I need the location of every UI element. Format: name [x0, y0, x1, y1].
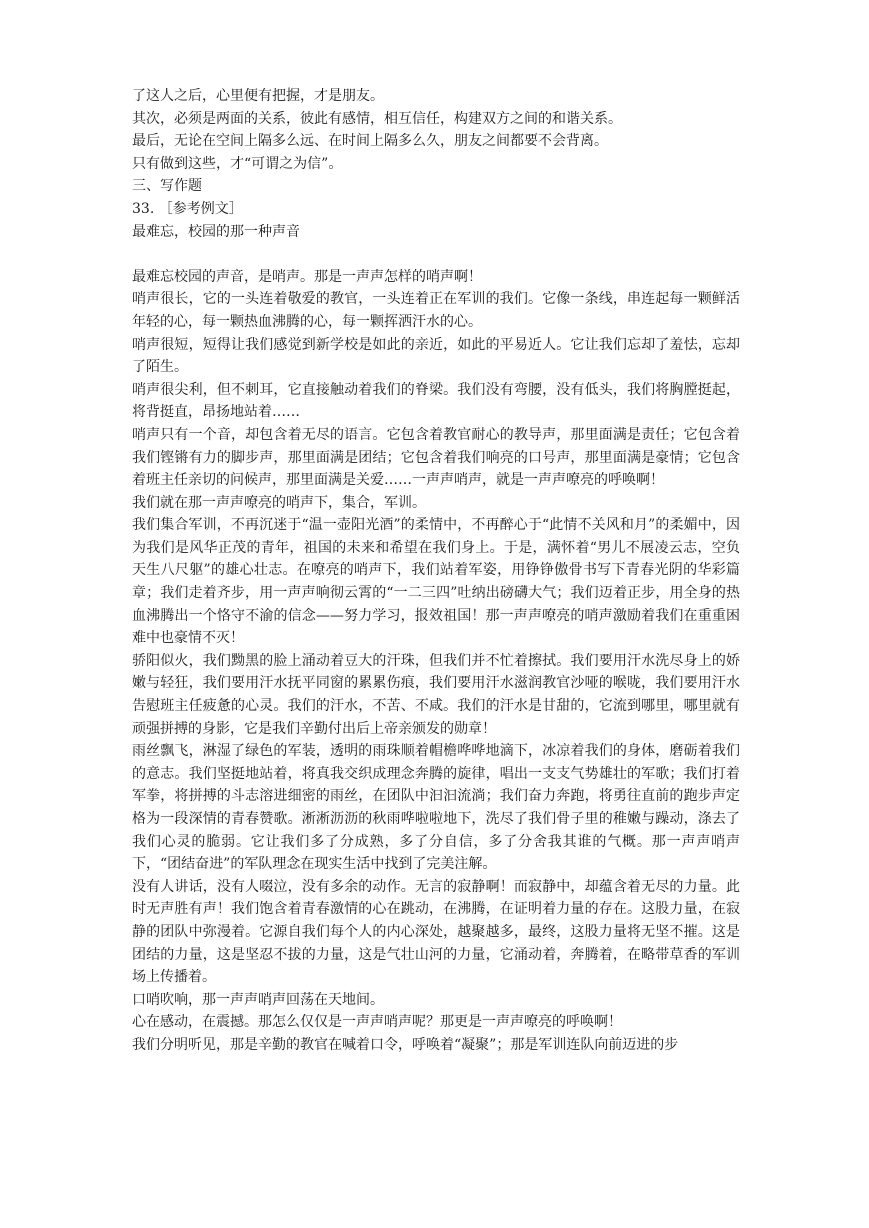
essay-paragraph-3: 哨声很短，短得让我们感觉到新学校是如此的亲近，如此的平易近人。它让我们忘却了羞怯，忘却了陌生。 [132, 336, 740, 376]
essay-paragraph-10: 没有人讲话，没有人啜泣，没有多余的动作。无言的寂静啊！而寂静中，却蕴含着无尽的力量。此时无声胜有声！我们饱含着青春激情的心在跳动，在沸腾，在证明着力量的存在。这股力量，在寂静的团队中弥漫着。它源自我们每个人的内心深处，越聚越多，最终，这股力量将无坚不摧。这是团结的力量，这是坚忍不拔的力量，这是气壮山河的力量，它涌动着，奔腾着，在略带草香的军训场上传播着。 [132, 878, 740, 986]
essay-paragraph-5: 哨声只有一个音，却包含着无尽的语言。它包含着教官耐心的教导声，那里面满是责任；它包含着我们铿锵有力的脚步声，那里面满是团结；它包含着我们响亮的口号声，那里面满是豪情；它包含着班主任亲切的问候声，那里面满是关爱……一声声哨声，就是一声声嘹亮的呼唤啊！ [132, 426, 740, 489]
document-page [132, 85, 740, 1057]
essay-paragraph-2: 哨声很长，它的一头连着敬爱的教官，一头连着正在军训的我们。它像一条线，串连起每一颗鲜活年轻的心，每一颗热血沸腾的心，每一颗挥洒汗水的心。 [132, 291, 740, 330]
essay-paragraph-12: 心在感动，在震撼。那怎么仅仅是一声声哨声呢？那更是一声声嘹亮的呼唤啊！ [132, 1014, 622, 1031]
paragraph-2: 其次，必须是两面的关系，彼此有感情，相互信任，构建双方之间的和谐关系。 [132, 110, 622, 127]
question-number: 33. ［参考例文］ [132, 200, 243, 217]
essay-paragraph-9: 雨丝飘飞，淋湿了绿色的军装，透明的雨珠顺着帽檐哗哗地滴下，冰凉着我们的身体，磨砺着我们的意志。我们坚挺地站着，将真我交织成理念奔腾的旋律，唱出一支支气势雄壮的军歌；我们打着军拳，将拼搏的斗志溶进细密的雨丝，在团队中汩汩流淌；我们奋力奔跑，将勇往直前的跑步声定格为一段深情的青春赞歌。淅淅沥沥的秋雨哗啦啦地下，洗尽了我们骨子里的稚嫩与躁动，涤去了我们心灵的脆弱。它让我们多了分成熟，多了分自信，多了分舍我其谁的气概。那一声声哨声下，“团结奋进”的军队理念在现实生活中找到了完美注解。 [132, 743, 740, 873]
essay-paragraph-4: 哨声很尖利，但不刺耳，它直接触动着我们的脊梁。我们没有弯腰，没有低头，我们将胸膛挺起，将背挺直，昂扬地站着…… [132, 381, 740, 421]
section-heading: 三、写作题 [132, 178, 202, 195]
essay-paragraph-1: 最难忘校园的声音，是哨声。那是一声声怎样的哨声啊！ [132, 268, 482, 285]
essay-paragraph-8: 骄阳似火，我们黝黑的脸上涌动着豆大的汗珠，但我们并不忙着擦拭。我们要用汗水洗尽身上的娇嫩与轻狂，我们要用汗水抚平同窗的累累伤痕，我们要用汗水滋润教官沙哑的喉咙，我们要用汗水告慰班主任疲惫的心灵。我们的汗水，不苦、不咸。我们的汗水是甘甜的，它流到哪里，哪里就有顽强拼搏的身影，它是我们辛勤付出后上帝亲颁发的勋章！ [132, 652, 740, 737]
essay-paragraph-6: 我们就在那一声声嘹亮的哨声下，集合，军训。 [132, 494, 426, 511]
essay-paragraph-11: 口哨吹响，那一声声哨声回荡在天地间。 [132, 991, 384, 1008]
paragraph-4: 只有做到这些，才“可谓之为信”。 [132, 155, 343, 172]
paragraph-1: 了这人之后，心里便有把握，才是朋友。 [132, 88, 384, 104]
essay-title: 最难忘，校园的那一种声音 [132, 223, 300, 240]
essay-paragraph-7: 我们集合军训，不再沉迷于“温一壶阳光酒”的柔情中，不再醉心于“此情不关风和月”的柔媚中，因为我们是风华正茂的青年，祖国的未来和希望在我们身上。于是，满怀着“男儿不展凌云志，空负天生八尺躯”的雄心壮志。在嘹亮的哨声下，我们站着军姿，用铮铮傲骨书写下青春光阴的华彩篇章；我们走着齐步，用一声声响彻云霄的“一二三四”吐纳出磅礴大气；我们迈着正步，用全身的热血沸腾出一个恪守不渝的信念——努力学习，报效祖国！那一声声嘹亮的哨声激励着我们在重重困难中也豪情不灭！ [132, 517, 740, 647]
paragraph-3: 最后，无论在空间上隔多么远、在时间上隔多么久，朋友之间都要不会背离。 [132, 133, 608, 150]
blank-line [132, 243, 740, 266]
essay-paragraph-13: 我们分明听见，那是辛勤的教官在喊着口令，呼唤着“凝聚”；那是军训连队向前迈进的步 [132, 1036, 679, 1053]
